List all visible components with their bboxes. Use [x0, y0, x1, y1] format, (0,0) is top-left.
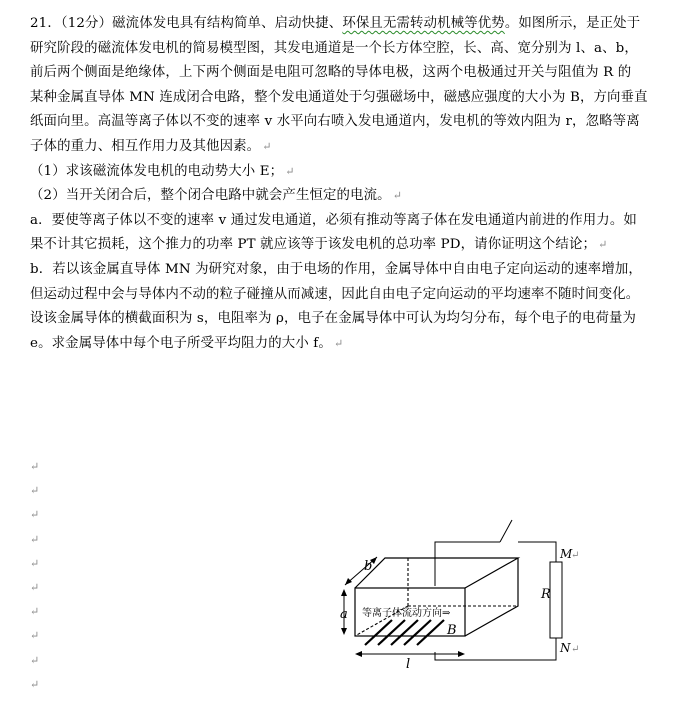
text-line-content: 纸面向里。高温等离子体以不变的速率 v 水平向右喷入发电通道内，发电机的等效内阻为 r，忽略等离 [30, 114, 640, 130]
label-N: N [560, 641, 571, 655]
label-M: M [560, 547, 573, 561]
mark-M: ↵ [571, 550, 580, 561]
label-B: B [447, 623, 457, 638]
label-l: l [406, 657, 411, 672]
label-R: R [541, 587, 551, 602]
text-line-content: 但运动过程中会与导体内不动的粒子碰撞从而减速，因此自由电子定向运动的平均速率不随时间变化。 [30, 286, 640, 302]
wire-bottom [435, 638, 556, 660]
text-line-content: 前后两个侧面是绝缘体，上下两个侧面是电阻可忽略的导体电极，这两个电极通过开关与阻值为 R 的 [30, 65, 632, 81]
empty-paragraph-mark-icon: ↵ [30, 605, 40, 619]
paragraph-mark-icon: ↵ [598, 238, 608, 252]
wire-top [435, 542, 500, 586]
paragraph-mark-icon: ↵ [333, 336, 344, 350]
text-line-content: （1）求该磁流体发电机的电动势大小 E； [30, 163, 284, 179]
text-line-content: 子体的重力、相互作用力及其他因素。 [30, 139, 261, 154]
l-arrowhead-left [355, 651, 362, 657]
b-arrowhead-start [345, 578, 352, 585]
box-right-face [465, 558, 518, 636]
text-line-content: 研究阶段的磁流体发电机的简易模型图，其发电通道是一个长方体空腔，长、高、宽分别为 l、a、b， [30, 40, 638, 56]
text-line-content: 设该金属导体的横截面积为 s，电阻率为 ρ，电子在金属导体中可认为均匀分布，每个电子的电荷量为 [30, 311, 637, 327]
empty-paragraph-mark-icon: ↵ [30, 556, 40, 570]
empty-paragraph-mark-icon: ↵ [30, 532, 40, 546]
text-line-content: e。求金属导体中每个电子所受平均阻力的大小 f。 [30, 335, 332, 351]
text-line-content: 果不计其它损耗，这个推力的功率 PT 就应该等于该发电机的总功率 PD，请你证明这个结论； [30, 237, 597, 253]
empty-paragraph-mark-icon: ↵ [30, 460, 40, 473]
grammar-underlined-text: 环保且无需转动机械等优势 [342, 16, 505, 31]
empty-paragraph-mark-icon: ↵ [30, 629, 40, 643]
empty-paragraph-mark-icon: ↵ [30, 677, 40, 691]
text-line-content: 21．（12分）磁流体发电具有结构简单、启动快捷、 [30, 16, 343, 31]
wire-right [518, 542, 556, 562]
resistor [550, 562, 562, 638]
field-line [417, 620, 444, 645]
label-b: b [364, 559, 373, 574]
empty-paragraph-mark-icon: ↵ [30, 581, 40, 594]
empty-paragraph-mark-icon: ↵ [30, 508, 40, 522]
a-arrowhead-bottom [341, 628, 347, 635]
box-top-face [355, 558, 518, 588]
a-arrowhead-top [341, 589, 347, 596]
empty-paragraph-mark-icon: ↵ [30, 484, 40, 498]
text-line-content: a．要使等离子体以不变的速率 v 通过发电通道，必须有推动等离子体在发电通道内前进的作用力。如 [30, 212, 637, 228]
empty-paragraph-mark-icon: ↵ [30, 653, 40, 667]
paragraph-mark-icon: ↵ [392, 189, 403, 203]
field-line [404, 620, 431, 645]
switch-blade [500, 520, 512, 542]
field-line [365, 620, 392, 645]
label-a: a [340, 607, 348, 622]
l-arrowhead-right [458, 651, 465, 657]
paragraph-mark-icon: ↵ [262, 140, 272, 153]
text-line-content: 某种金属直导体 MN 连成闭合电路，整个发电通道处于匀强磁场中，磁感应强度的大小为 B，方向垂直 [30, 89, 648, 105]
flow-direction-label: 等离子体流动方向⇒ [362, 608, 451, 619]
text-line-content: （2）当开关闭合后，整个闭合电路中就会产生恒定的电流。 [30, 188, 391, 204]
text-line-continuation: 。如图所示，是正处于 [504, 16, 641, 31]
field-line [378, 620, 405, 645]
text-line-content: b．若以该金属直导体 MN 为研究对象，由于电场的作用，金属导体中自由电子定向运动的速率增加， [30, 262, 642, 277]
mark-N: ↵ [571, 644, 580, 655]
field-line [391, 620, 418, 645]
paragraph-mark-icon: ↵ [285, 164, 295, 178]
